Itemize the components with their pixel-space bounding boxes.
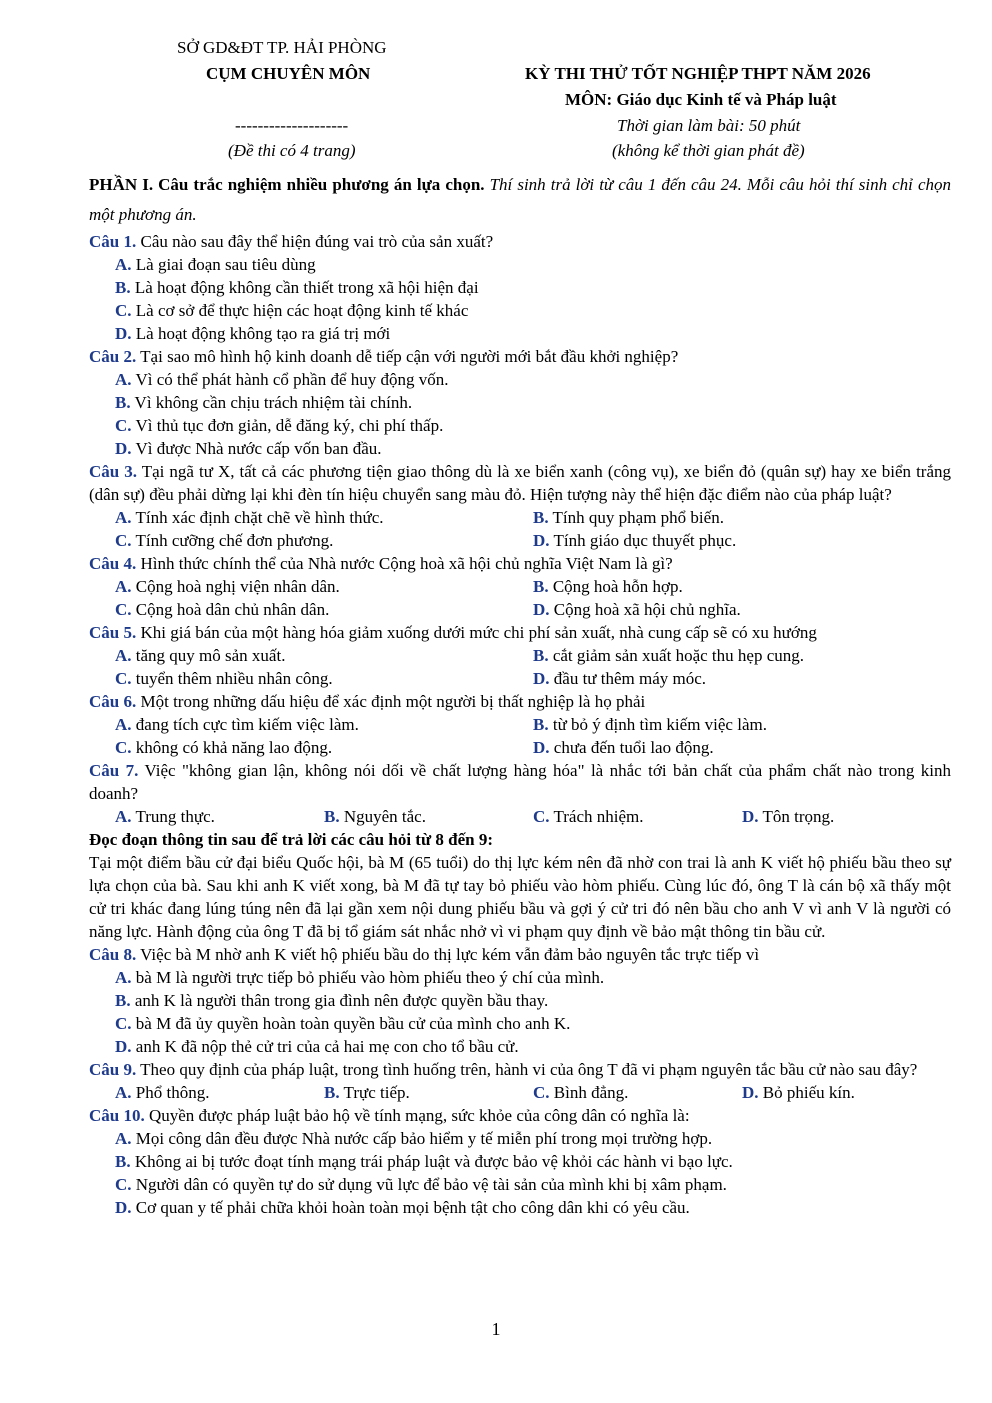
exam-page xyxy=(89,36,952,1217)
section-title: PHẦN I. Câu trắc nghiệm nhiều phương án lựa chọn. xyxy=(89,175,485,194)
question-text: Theo quy định của pháp luật, trong tình huống trên, hành vi của ông T đã vi phạm nguyên tắc bầu cử nào sau đây? xyxy=(136,1060,918,1079)
option-c[interactable]: C. Cộng hoà dân chủ nhân dân. xyxy=(115,600,330,619)
question-1 xyxy=(89,230,951,345)
question-8 xyxy=(89,943,951,1058)
exam-header xyxy=(89,36,951,164)
option-c[interactable]: C. Vì thủ tục đơn giản, dễ đăng ký, chi phí thấp. xyxy=(115,416,444,435)
question-text: Một trong những dấu hiệu để xác định một người bị thất nghiệp là họ phải xyxy=(136,692,646,711)
option-c[interactable]: C. tuyển thêm nhiều nhân công. xyxy=(115,669,333,688)
option-d[interactable]: D. đầu tư thêm máy móc. xyxy=(533,669,707,688)
option-a[interactable]: A. đang tích cực tìm kiếm việc làm. xyxy=(115,715,359,734)
question-number: Câu 1. xyxy=(89,232,137,251)
option-c[interactable]: C. không có khả năng lao động. xyxy=(115,738,333,757)
question-number: Câu 10. xyxy=(89,1106,145,1125)
question-text: Câu nào sau đây thể hiện đúng vai trò của sản xuất? xyxy=(136,232,494,251)
option-a[interactable]: A. Phổ thông. xyxy=(115,1083,210,1102)
option-a[interactable]: A. tăng quy mô sản xuất. xyxy=(115,646,286,665)
department-name: SỞ GD&ĐT TP. HẢI PHÒNG xyxy=(177,38,387,57)
option-a[interactable]: A. bà M là người trực tiếp bỏ phiếu vào hòm phiếu theo ý chí của mình. xyxy=(115,968,605,987)
option-b[interactable]: B. Là hoạt động không cần thiết trong xã hội hiện đại xyxy=(115,278,479,297)
question-7 xyxy=(89,759,951,828)
option-c[interactable]: C. Trách nhiệm. xyxy=(533,807,644,826)
page-number: 1 xyxy=(491,1319,501,1339)
option-b[interactable]: B. anh K là người thân trong gia đình nên được quyền bầu thay. xyxy=(115,991,549,1010)
question-6 xyxy=(89,690,951,759)
question-text: Khi giá bán của một hàng hóa giảm xuống dưới mức chi phí sản xuất, nhà cung cấp sẽ có xu hướng xyxy=(136,623,817,642)
header-divider: -------------------- xyxy=(235,116,349,135)
question-number: Câu 5. xyxy=(89,623,137,642)
option-a[interactable]: A. Vì có thể phát hành cổ phần để huy động vốn. xyxy=(115,370,449,389)
exam-body xyxy=(89,170,951,1219)
question-text: Tại ngã tư X, tất cả các phương tiện giao thông dù là xe biển xanh (công vụ), xe biển đỏ (quân sự) hay xe biển trắng (dân sự) đều phải dừng lại khi đèn tín hiệu chuyển sang màu đỏ. Hiện tượng này thể hiện đặc điểm nào của pháp luật? xyxy=(89,462,952,504)
exam-subject: MÔN: Giáo dục Kinh tế và Pháp luật xyxy=(565,90,837,109)
option-a[interactable]: A. Tính xác định chặt chẽ về hình thức. xyxy=(115,508,384,527)
option-b[interactable]: B. Vì không cần chịu trách nhiệm tài chính. xyxy=(115,393,413,412)
question-2 xyxy=(89,345,951,460)
cluster-name: CỤM CHUYÊN MÔN xyxy=(206,64,371,83)
option-a[interactable]: A. Là giai đoạn sau tiêu dùng xyxy=(115,255,316,274)
option-a[interactable]: A. Cộng hoà nghị viện nhân dân. xyxy=(115,577,340,596)
question-4 xyxy=(89,552,951,621)
question-text: Quyền được pháp luật bảo hộ về tính mạng, sức khỏe của công dân có nghĩa là: xyxy=(144,1106,690,1125)
option-c[interactable]: C. Bình đẳng. xyxy=(533,1083,629,1102)
question-number: Câu 3. xyxy=(89,462,138,481)
option-c[interactable]: C. Tính cưỡng chế đơn phương. xyxy=(115,531,334,550)
option-b[interactable]: B. Không ai bị tước đoạt tính mạng trái pháp luật và được bảo vệ khỏi các hành vi bạo lực. xyxy=(115,1152,733,1171)
option-b[interactable]: B. Trực tiếp. xyxy=(324,1083,410,1102)
option-b[interactable]: B. cắt giảm sản xuất hoặc thu hẹp cung. xyxy=(533,646,804,665)
exam-title: KỲ THI THỬ TỐT NGHIỆP THPT NĂM 2026 xyxy=(525,64,871,83)
passage-text: Tại một điểm bầu cử đại biểu Quốc hội, bà M (65 tuổi) do thị lực kém nên đã nhờ con trai là anh K viết hộ phiếu bầu theo sự lựa chọn của bà. Sau khi anh K viết xong, bà M đã tự tay bỏ phiếu vào hòm phiếu. Cùng lúc đó, ông T là cán bộ xã thấy một cử tri khác đang lúng túng nên đã lại gần xem nội dung phiếu bầu và gợi ý cử tri đó nên bầu cho anh V vì anh V là người có năng lực. Hành động của ông T đã bị tổ giám sát nhắc nhở vì vi phạm quy định về bảo mật thông tin bầu cử. xyxy=(89,853,951,941)
reading-passage xyxy=(89,828,951,943)
question-5 xyxy=(89,621,951,690)
question-number: Câu 9. xyxy=(89,1060,137,1079)
option-b[interactable]: B. Tính quy phạm phổ biến. xyxy=(533,508,724,527)
option-d[interactable]: D. Tính giáo dục thuyết phục. xyxy=(533,531,737,550)
option-d[interactable]: D. anh K đã nộp thẻ cử tri của cả hai mẹ con cho tổ bầu cử. xyxy=(115,1037,519,1056)
question-text: Việc bà M nhờ anh K viết hộ phiếu bầu do thị lực kém vẫn đảm bảo nguyên tắc trực tiếp vì xyxy=(136,945,760,964)
section-heading xyxy=(89,170,951,230)
question-number: Câu 6. xyxy=(89,692,137,711)
section-instruction: Thí sinh trả lời từ câu 1 đến câu 24. Mỗi câu hỏi thí sinh chỉ chọn một phương án. xyxy=(89,175,951,224)
page-count-note: (Đề thi có 4 trang) xyxy=(228,141,356,160)
question-3 xyxy=(89,460,951,552)
option-a[interactable]: A. Mọi công dân đều được Nhà nước cấp bảo hiểm y tế miễn phí trong mọi trường hợp. xyxy=(115,1129,713,1148)
option-b[interactable]: B. từ bỏ ý định tìm kiếm việc làm. xyxy=(533,715,767,734)
option-b[interactable]: B. Nguyên tắc. xyxy=(324,807,426,826)
passage-title: Đọc đoạn thông tin sau để trả lời các câu hỏi từ 8 đến 9: xyxy=(89,830,494,849)
question-number: Câu 7. xyxy=(89,761,139,780)
option-c[interactable]: C. bà M đã ủy quyền hoàn toàn quyền bầu cử của mình cho anh K. xyxy=(115,1014,571,1033)
question-number: Câu 4. xyxy=(89,554,137,573)
question-10 xyxy=(89,1104,951,1219)
question-number: Câu 2. xyxy=(89,347,137,366)
option-a[interactable]: A. Trung thực. xyxy=(115,807,215,826)
option-d[interactable]: D. Tôn trọng. xyxy=(742,807,835,826)
option-d[interactable]: D. Vì được Nhà nước cấp vốn ban đầu. xyxy=(115,439,382,458)
option-d[interactable]: D. Bỏ phiếu kín. xyxy=(742,1083,855,1102)
option-d[interactable]: D. Là hoạt động không tạo ra giá trị mới xyxy=(115,324,391,343)
option-d[interactable]: D. Cơ quan y tế phải chữa khỏi hoàn toàn mọi bệnh tật cho công dân khi có yêu cầu. xyxy=(115,1198,690,1217)
option-b[interactable]: B. Cộng hoà hỗn hợp. xyxy=(533,577,683,596)
option-c[interactable]: C. Người dân có quyền tự do sử dụng vũ lực để bảo vệ tài sản của mình khi bị xâm phạm. xyxy=(115,1175,727,1194)
option-d[interactable]: D. Cộng hoà xã hội chủ nghĩa. xyxy=(533,600,741,619)
question-text: Việc "không gian lận, không nói dối về chất lượng hàng hóa" là nhắc tới bản chất của phẩm chất nào trong kinh doanh? xyxy=(89,761,951,803)
option-d[interactable]: D. chưa đến tuổi lao động. xyxy=(533,738,714,757)
question-9 xyxy=(89,1058,951,1104)
exam-duration: Thời gian làm bài: 50 phút xyxy=(617,116,801,135)
question-text: Hình thức chính thể của Nhà nước Cộng hoà xã hội chủ nghĩa Việt Nam là gì? xyxy=(136,554,673,573)
question-text: Tại sao mô hình hộ kinh doanh dễ tiếp cận với người mới bắt đầu khởi nghiệp? xyxy=(136,347,679,366)
question-number: Câu 8. xyxy=(89,945,137,964)
option-c[interactable]: C. Là cơ sở để thực hiện các hoạt động kinh tế khác xyxy=(115,301,469,320)
exam-duration-note: (không kể thời gian phát đề) xyxy=(612,141,805,160)
